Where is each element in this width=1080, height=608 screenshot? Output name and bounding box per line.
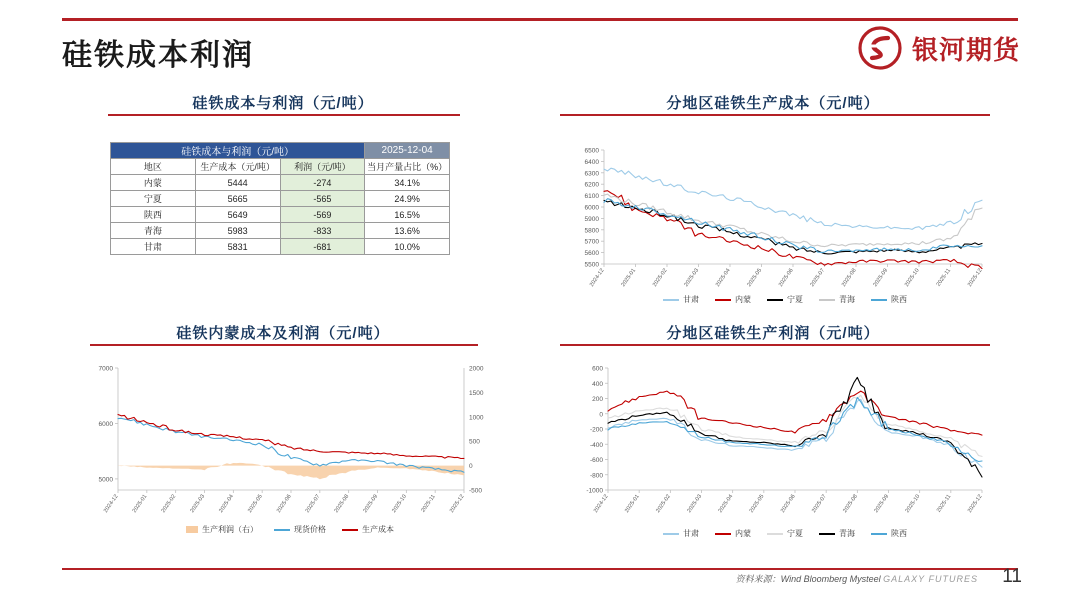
cell-cost: 5831 <box>195 239 280 255</box>
cell-profit: -565 <box>280 191 365 207</box>
legend-label: 生产成本 <box>362 525 394 534</box>
cell-share: 13.6% <box>365 223 450 239</box>
svg-text:5500: 5500 <box>584 261 599 269</box>
cell-cost: 5444 <box>195 175 280 191</box>
cell-profit: -569 <box>280 207 365 223</box>
svg-text:5600: 5600 <box>584 250 599 258</box>
regional-cost-legend <box>600 294 970 305</box>
cell-profit: -681 <box>280 239 365 255</box>
svg-text:2025-07: 2025-07 <box>304 493 322 514</box>
svg-text:-200: -200 <box>589 426 603 434</box>
svg-text:-500: -500 <box>469 487 483 495</box>
brand-name: 银河期货 <box>911 34 1020 65</box>
svg-text:600: 600 <box>592 365 603 373</box>
svg-text:2025-04: 2025-04 <box>714 267 732 288</box>
legend-label: 青海 <box>839 529 855 538</box>
svg-text:2025-06: 2025-06 <box>275 493 293 514</box>
section-underline-4 <box>560 344 990 346</box>
section-title-regional-profit: 分地区硅铁生产利润（元/吨） <box>666 325 880 342</box>
svg-text:2025-07: 2025-07 <box>809 267 827 288</box>
svg-text:2000: 2000 <box>469 365 484 373</box>
legend-label: 宁夏 <box>787 529 803 538</box>
section-title-neimeng: 硅铁内蒙成本及利润（元/吨） <box>176 325 390 342</box>
svg-text:5000: 5000 <box>98 476 113 484</box>
svg-text:2025-09: 2025-09 <box>872 267 890 288</box>
legend-label: 现货价格 <box>294 525 326 534</box>
svg-text:2025-05: 2025-05 <box>247 493 264 514</box>
table-date: 2025-12-04 <box>365 143 450 159</box>
source-brand: GALAXY FUTURES <box>883 574 978 584</box>
svg-text:7000: 7000 <box>98 365 113 373</box>
legend-label: 青海 <box>839 295 855 304</box>
svg-text:2025-10: 2025-10 <box>903 267 921 288</box>
table-title: 硅铁成本与利润（元/吨） <box>111 143 365 159</box>
source-text: 资料来源：Wind Bloomberg Mysteel <box>735 574 881 584</box>
cell-region: 内蒙 <box>111 175 196 191</box>
svg-text:2025-08: 2025-08 <box>840 267 858 288</box>
legend-label: 生产利润（右） <box>202 525 258 534</box>
table-header-row <box>111 159 450 175</box>
svg-text:5700: 5700 <box>584 238 599 246</box>
col-share: 当月产量占比（%） <box>365 159 450 175</box>
cell-region: 陕西 <box>111 207 196 223</box>
regional-cost-chart <box>570 140 990 290</box>
svg-text:2025-01: 2025-01 <box>620 267 638 288</box>
svg-text:2025-12: 2025-12 <box>448 493 466 514</box>
neimeng-cost-profit-chart <box>80 358 500 516</box>
section-underline-2 <box>560 114 990 116</box>
footer-divider <box>62 568 1018 570</box>
legend-item <box>767 294 803 305</box>
cell-region: 宁夏 <box>111 191 196 207</box>
svg-text:2025-12: 2025-12 <box>966 267 984 288</box>
svg-text:6000: 6000 <box>98 420 113 428</box>
svg-text:2025-01: 2025-01 <box>131 493 149 514</box>
page-title: 硅铁成本利润 <box>62 39 254 72</box>
regional-profit-legend <box>600 528 970 539</box>
svg-text:6000: 6000 <box>584 204 599 212</box>
svg-text:5900: 5900 <box>584 215 599 223</box>
svg-text:2025-07: 2025-07 <box>811 493 828 514</box>
cell-profit: -274 <box>280 175 365 191</box>
svg-text:2025-10: 2025-10 <box>391 493 408 514</box>
svg-text:6400: 6400 <box>584 158 599 166</box>
cell-share: 16.5% <box>365 207 450 223</box>
legend-item <box>871 528 907 539</box>
legend-item <box>871 294 907 305</box>
legend-item <box>663 528 699 539</box>
svg-text:2025-03: 2025-03 <box>686 493 704 514</box>
svg-text:400: 400 <box>592 380 603 388</box>
legend-item <box>819 528 855 539</box>
cell-profit: -833 <box>280 223 365 239</box>
neimeng-legend <box>110 524 470 535</box>
svg-text:2025-08: 2025-08 <box>333 493 351 514</box>
regional-profit-chart <box>570 358 990 516</box>
legend-label: 陕西 <box>891 529 907 538</box>
legend-label: 甘肃 <box>683 529 699 538</box>
cell-cost: 5649 <box>195 207 280 223</box>
svg-text:200: 200 <box>592 396 603 403</box>
section-underline-3 <box>90 344 478 346</box>
galaxy-logo-icon <box>858 26 902 70</box>
col-cost: 生产成本（元/吨） <box>195 159 280 175</box>
section-underline-1 <box>108 114 460 116</box>
svg-text:1000: 1000 <box>469 414 484 422</box>
svg-text:2025-03: 2025-03 <box>683 267 701 288</box>
legend-item <box>767 528 803 539</box>
svg-text:2025-05: 2025-05 <box>746 267 764 288</box>
svg-text:2025-02: 2025-02 <box>651 267 669 288</box>
svg-text:2025-09: 2025-09 <box>362 493 380 514</box>
table-row <box>111 191 450 207</box>
svg-text:0: 0 <box>469 463 473 471</box>
svg-text:6500: 6500 <box>584 147 599 155</box>
cell-cost: 5983 <box>195 223 280 239</box>
svg-text:2025-02: 2025-02 <box>160 493 178 514</box>
cell-cost: 5665 <box>195 191 280 207</box>
svg-text:2025-12: 2025-12 <box>966 493 984 514</box>
header-divider <box>62 18 1018 21</box>
svg-text:-600: -600 <box>589 457 603 464</box>
legend-label: 甘肃 <box>683 295 699 304</box>
svg-text:500: 500 <box>469 438 480 446</box>
legend-item <box>715 294 751 305</box>
legend-label: 内蒙 <box>735 295 751 304</box>
section-title-cost-profit-table: 硅铁成本与利润（元/吨） <box>192 95 374 112</box>
table-row <box>111 175 450 191</box>
page-number: 11 <box>1002 566 1022 587</box>
legend-item <box>342 524 394 535</box>
table-row <box>111 207 450 223</box>
svg-text:2025-01: 2025-01 <box>624 493 641 514</box>
svg-text:2025-04: 2025-04 <box>218 493 235 514</box>
section-title-regional-cost: 分地区硅铁生产成本（元/吨） <box>666 95 880 112</box>
cell-share: 24.9% <box>365 191 450 207</box>
svg-text:6200: 6200 <box>584 181 599 189</box>
legend-label: 陕西 <box>891 295 907 304</box>
svg-text:-800: -800 <box>589 472 603 480</box>
svg-text:6300: 6300 <box>584 170 599 178</box>
svg-text:2025-04: 2025-04 <box>717 493 735 514</box>
table-row <box>111 239 450 255</box>
svg-text:2025-05: 2025-05 <box>748 493 766 514</box>
legend-label: 宁夏 <box>787 295 803 304</box>
legend-label: 内蒙 <box>735 529 751 538</box>
svg-text:-1000: -1000 <box>586 487 603 495</box>
legend-item <box>663 294 699 305</box>
cell-share: 10.0% <box>365 239 450 255</box>
svg-text:2025-08: 2025-08 <box>842 493 859 514</box>
svg-text:2025-11: 2025-11 <box>420 493 437 514</box>
legend-item <box>186 524 258 535</box>
col-profit: 利润（元/吨） <box>280 159 365 175</box>
svg-text:2024-12: 2024-12 <box>588 267 606 288</box>
legend-item <box>715 528 751 539</box>
svg-text:2025-06: 2025-06 <box>779 493 797 514</box>
svg-text:2025-03: 2025-03 <box>189 493 207 514</box>
svg-text:0: 0 <box>599 411 603 419</box>
svg-text:2025-10: 2025-10 <box>904 493 922 514</box>
svg-text:2025-11: 2025-11 <box>936 493 953 514</box>
legend-item <box>819 294 855 305</box>
svg-text:2025-11: 2025-11 <box>935 267 953 288</box>
brand-logo <box>858 26 1020 70</box>
cell-region: 甘肃 <box>111 239 196 255</box>
col-region: 地区 <box>111 159 196 175</box>
legend-item <box>274 524 326 535</box>
table-row <box>111 223 450 239</box>
svg-text:2024-12: 2024-12 <box>102 493 120 514</box>
svg-text:2025-09: 2025-09 <box>873 493 891 514</box>
cost-profit-table <box>110 142 450 255</box>
svg-text:2025-02: 2025-02 <box>655 493 672 514</box>
svg-text:6100: 6100 <box>584 193 599 201</box>
svg-text:5800: 5800 <box>584 227 599 235</box>
source-note <box>736 572 978 585</box>
svg-text:2024-12: 2024-12 <box>592 493 610 514</box>
svg-text:2025-06: 2025-06 <box>777 267 795 288</box>
cell-region: 青海 <box>111 223 196 239</box>
svg-text:1500: 1500 <box>469 389 484 397</box>
svg-text:-400: -400 <box>589 441 603 449</box>
cell-share: 34.1% <box>365 175 450 191</box>
